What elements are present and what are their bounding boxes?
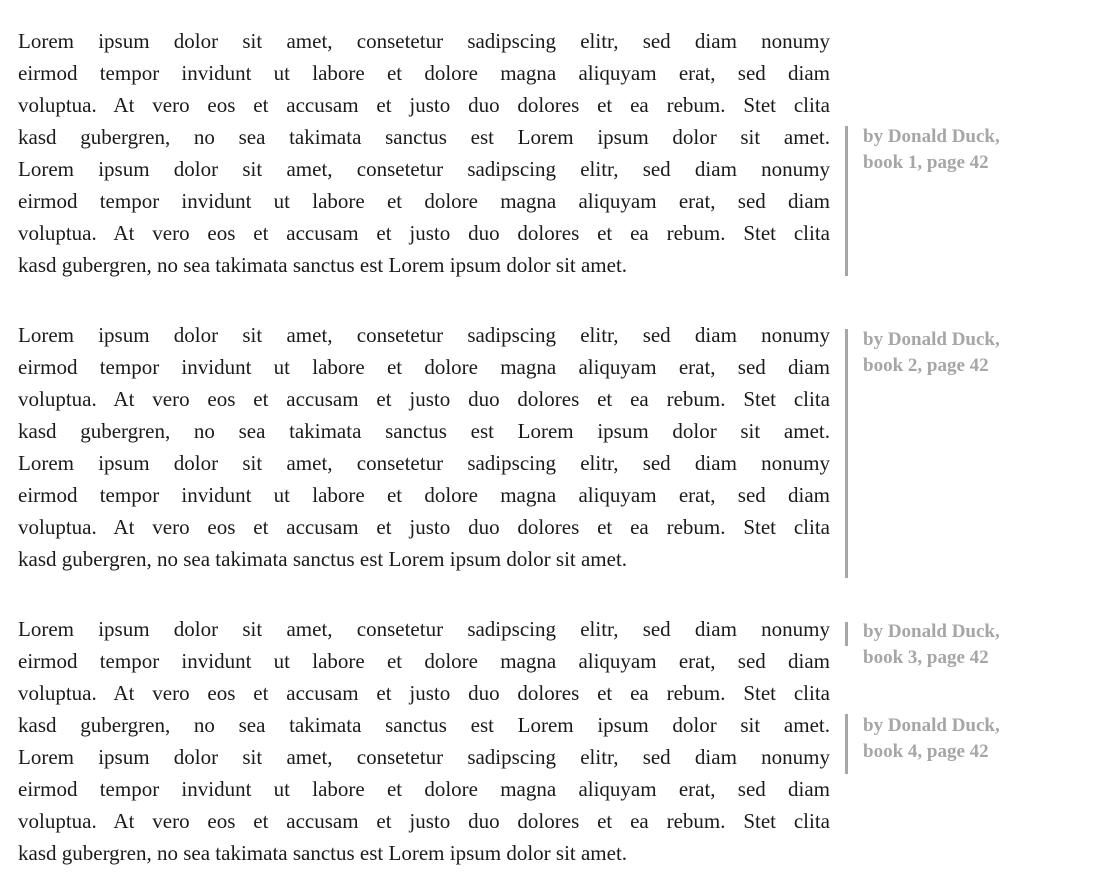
margin-rule-2 <box>845 329 848 578</box>
margin-note-source: book 1, page 42 <box>863 152 989 173</box>
margin-note-author: by Donald Duck, <box>863 329 1000 350</box>
margin-rule-4 <box>845 714 848 774</box>
margin-note-1 <box>863 124 1093 176</box>
text-line: Lorem ipsum dolor sit amet, consetetur sadipscing elitr, sed diam nonumy <box>18 451 830 475</box>
paragraph-1 <box>18 25 830 281</box>
text-line: eirmod tempor invidunt ut labore et dolore magna aliquyam erat, sed diam <box>18 649 830 673</box>
text-line: Lorem ipsum dolor sit amet, consetetur sadipscing elitr, sed diam nonumy <box>18 157 830 181</box>
text-line: kasd gubergren, no sea takimata sanctus est Lorem ipsum dolor sit amet. <box>18 713 830 737</box>
margin-note-4 <box>863 713 1093 765</box>
text-line: voluptua. At vero eos et accusam et justo duo dolores et ea rebum. Stet clita <box>18 387 830 411</box>
text-line: voluptua. At vero eos et accusam et justo duo dolores et ea rebum. Stet clita <box>18 681 830 705</box>
text-line: eirmod tempor invidunt ut labore et dolore magna aliquyam erat, sed diam <box>18 777 830 801</box>
text-line: Lorem ipsum dolor sit amet, consetetur sadipscing elitr, sed diam nonumy <box>18 323 830 347</box>
text-line: Lorem ipsum dolor sit amet, consetetur sadipscing elitr, sed diam nonumy <box>18 745 830 769</box>
text-line: kasd gubergren, no sea takimata sanctus est Lorem ipsum dolor sit amet. <box>18 419 830 443</box>
text-line: eirmod tempor invidunt ut labore et dolore magna aliquyam erat, sed diam <box>18 61 830 85</box>
text-line: eirmod tempor invidunt ut labore et dolore magna aliquyam erat, sed diam <box>18 355 830 379</box>
text-line: kasd gubergren, no sea takimata sanctus est Lorem ipsum dolor sit amet. <box>18 841 628 865</box>
text-line: voluptua. At vero eos et accusam et justo duo dolores et ea rebum. Stet clita <box>18 515 830 539</box>
text-line: kasd gubergren, no sea takimata sanctus est Lorem ipsum dolor sit amet. <box>18 547 628 571</box>
margin-note-2 <box>863 327 1093 379</box>
paragraph-2 <box>18 319 830 575</box>
margin-note-author: by Donald Duck, <box>863 621 1000 642</box>
text-line: voluptua. At vero eos et accusam et justo duo dolores et ea rebum. Stet clita <box>18 809 830 833</box>
text-line: kasd gubergren, no sea takimata sanctus est Lorem ipsum dolor sit amet. <box>18 253 628 277</box>
margin-note-author: by Donald Duck, <box>863 715 1000 736</box>
text-line: Lorem ipsum dolor sit amet, consetetur sadipscing elitr, sed diam nonumy <box>18 29 830 53</box>
paragraph-3 <box>18 613 830 869</box>
text-line: eirmod tempor invidunt ut labore et dolore magna aliquyam erat, sed diam <box>18 189 830 213</box>
margin-note-3 <box>863 619 1093 671</box>
text-line: voluptua. At vero eos et accusam et justo duo dolores et ea rebum. Stet clita <box>18 93 830 117</box>
text-line: eirmod tempor invidunt ut labore et dolore magna aliquyam erat, sed diam <box>18 483 830 507</box>
text-line: voluptua. At vero eos et accusam et justo duo dolores et ea rebum. Stet clita <box>18 221 830 245</box>
margin-note-author: by Donald Duck, <box>863 126 1000 147</box>
text-line: kasd gubergren, no sea takimata sanctus est Lorem ipsum dolor sit amet. <box>18 125 830 149</box>
margin-note-source: book 2, page 42 <box>863 355 989 376</box>
margin-note-source: book 4, page 42 <box>863 741 989 762</box>
margin-rule-1 <box>845 126 848 276</box>
margin-rule-3 <box>845 622 848 646</box>
text-line: Lorem ipsum dolor sit amet, consetetur sadipscing elitr, sed diam nonumy <box>18 617 830 641</box>
margin-note-source: book 3, page 42 <box>863 647 989 668</box>
